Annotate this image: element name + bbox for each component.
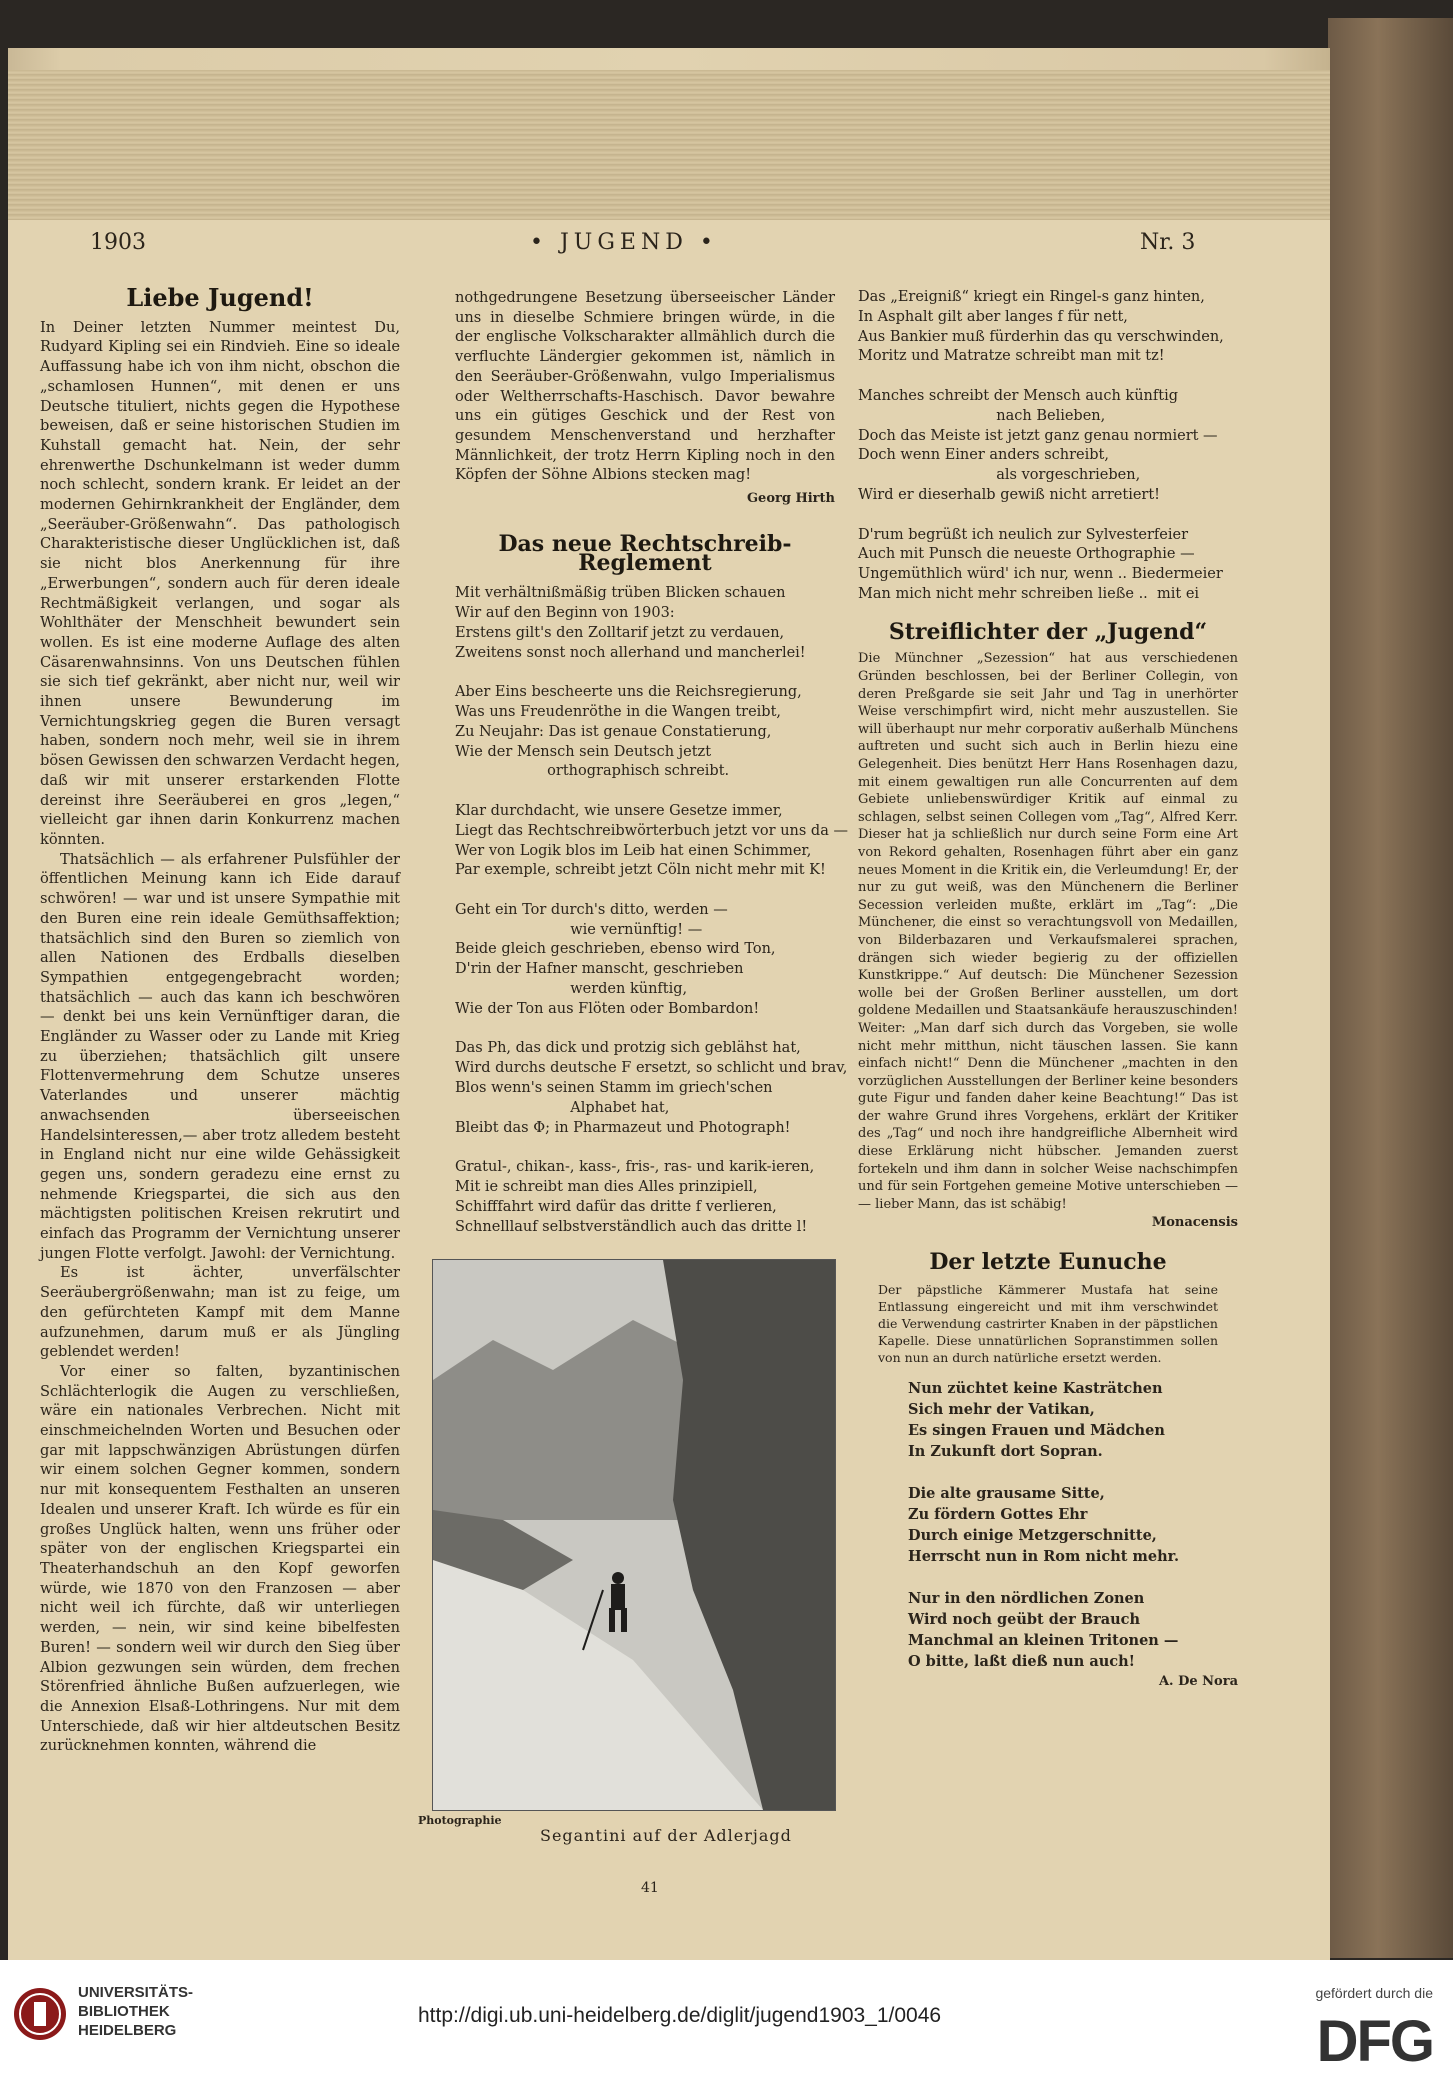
- source-url-link[interactable]: http://digi.ub.uni-heidelberg.de/diglit/jugend1903_1/0046: [418, 2004, 942, 2027]
- signature-georg-hirth: Georg Hirth: [746, 491, 835, 507]
- column-3: [858, 288, 1238, 1692]
- article-paragraph: Thatsächlich — als erfahrener Pulsfühler der öffentlichen Meinung kann ich Eide darauf schwören! — war und ist unsere Sympathie mit den Buren eine rein ideale Gemüthsaffektion; thatsächlich sind den Buren so ziemlich von allen Nationen des Erdballs dieselben Sympathien entgegengebracht worden; thatsächlich — auch das kann ich beschwören — denkt bei uns kein Vernünftiger daran, die Engländer zu Wasser oder zu Lande mit Krieg zu überziehen; thatsächlich gilt unsere Flottenvermehrung dem Schutze unseres Vaterlandes und unserer mächtig anwachsenden überseeischen Handelsinteressen,— aber trotz alledem besteht in England nicht nur eine wilde Gehässigkeit gegen uns, sondern geradezu eine ernst zu nehmende Kriegspartei, die sich aus den mächtigsten politischen Kreisen rekrutirt und einfach das Programm der Vernichtung unserer jungen Flotte verfolgt. Jawohl: der Vernichtung.: [40, 850, 400, 1262]
- article-title-eunuche: Der letzte Eunuche: [929, 1249, 1167, 1276]
- institution-line: HEIDELBERG: [78, 2022, 177, 2039]
- photo-credit: Photographie: [418, 1814, 502, 1827]
- poem-rechtschreib-continued: Das „Ereigniß“ kriegt ein Ringel-s ganz hinten, In Asphalt gilt aber langes f für nett, Aus Bankier muß fürderhin das qu verschwinden, Moritz und Matratze schreibt man mit tz! Manches schreibt der Mensch auch künftig nach Belieben, Doch das Meiste ist jetzt ganz genau normiert — Doch wenn Einer anders schreibt, als vorgeschrieben, Wird er dieserhalb gewiß nicht arretiert! D'rum begrüßt ich neulich zur Sylvesterfeier Auch mit Punsch die neueste Orthographie — Ungemüthlich würd' ich nur, wenn .. Biedermeier Man mich nicht mehr schreiben ließe .. mit ei: [858, 289, 1224, 602]
- article-title-rechtschreib: Das neue Rechtschreib-Reglement: [498, 530, 792, 577]
- header-number: Nr. 3: [1140, 230, 1196, 255]
- header-title: • JUGEND •: [530, 230, 718, 255]
- poem-rechtschreib: Mit verhältnißmäßig trüben Blicken schauen Wir auf den Beginn von 1903: Erstens gilt's den Zolltarif jetzt zu verdauen, Zweitens sonst noch allerhand und mancherlei! Aber Eins bescheerte uns die Reichsregierung, Was uns Freudenröthe in die Wangen treibt, Zu Neujahr: Das ist genaue Constatierung, Wie der Mensch sein Deutsch jetzt orthographisch schreibt. Klar durchdacht, wie unsere Gesetze immer, Liegt das Rechtschreibwörterbuch jetzt vor uns da Wer von Logik blos im Leib hat einen Schimmer, Par exemple, schreibt jetzt Cöln nicht mehr mit K! Geht ein Tor durch's ditto, werden — wie vernünftig! — Beide gleich geschrieben, ebenso wird Ton, D'rin der Hafner manscht, geschrieben werden künftig, Wie der Ton aus Flöten oder Bombardon! Das Ph, das dick und protzig sich geblähst hat, Wird durchs deutsche F ersetzt, so schlicht und brav, Blos wenn's seinen Stamm im griech'schen Alphabet hat, Bleibt das Φ; in Pharmazeut und Photograph! Gratul-, chikan-, kass-, fris-, ras- und karik-ieren, Mit ie schreibt man dies Alles prinzipiell, Schifffahrt wird dafür das dritte f verlieren, Schnelllauf selbstverständlich auch das dritte l!: [455, 585, 848, 1235]
- book-edge: [1328, 18, 1453, 1958]
- signature-de-nora: A. De Nora: [1158, 1673, 1238, 1689]
- column-1: [40, 283, 400, 1756]
- article-intro: Der päpstliche Kämmerer Mustafa hat seine Entlassung eingereicht und mit ihm verschwindet die Verwendung castrirter Knaben in der päpstlichen Kapelle. Diese unnatürlichen Sopranstimmen sollen von nun an durch natürliche ersetzt werden.: [878, 1281, 1218, 1365]
- university-seal-icon: [12, 1986, 68, 2042]
- photo-caption: Segantini auf der Adlerjagd: [540, 1826, 792, 1845]
- funded-by-label: gefördert durch die: [1315, 1985, 1433, 2001]
- poem-eunuche: Nun züchtet keine Kasträtchen Sich mehr der Vatikan, Es singen Frauen und Mädchen In Zukunft dort Sopran. Die alte grausame Sitte, Zu fördern Gottes Ehr Durch einige Metzgerschnitte, Herrscht nun in Rom nicht mehr. Nur in den nördlichen Zonen Wird noch geübt der Brauch Manchmal an kleinen Tritonen — O bitte, laßt dieß nun auch!: [908, 1379, 1180, 1670]
- article-paragraph: nothgedrungene Besetzung überseeischer Länder uns in dieselbe Schmiere bringen würde, in die der englische Volkscharakter allmählich durch die verfluchte Ländergier gekommen ist, nämlich in den Seeräuber-Größenwahn, vulgo Imperialismus oder Weltherrschafts-Haschisch. Davor bewahre uns ein gütiges Geschick und der Rest von gesundem Menschenverstand und herzhafter Männlichkeit, der trotz Herrn Kipling noch in den Köpfen der Söhne Albions stecken mag!: [455, 289, 835, 484]
- column-2: [455, 288, 848, 1237]
- institution-name: [78, 1983, 193, 2040]
- signature-monacensis: Monacensis: [1151, 1215, 1238, 1231]
- article-paragraph: Vor einer so falten, byzantinischen Schlächterlogik die Augen zu verschließen, wäre ein nationales Verbrechen. Nicht mit einschmeichelnden Worten und Besuchen oder gar mit lappschwänzigen Abrüstungen dürfen wir einem solchen Gegner kommen, sondern nur mit konsequentem Festhalten an unseren Idealen und unserer Kraft. Ich würde es für ein großes Unglück halten, wenn uns früher oder später von der englischen Kriegspartei ein Theaterhandschuh an den Kopf geworfen würde, wie 1870 von den Franzosen — aber nicht weil ich fürchte, daß wir unterliegen werden, — nein, wir sind keine bibelfesten Buren! — sondern weil wir durch den Sieg über Albion gezwungen sein würden, dem frechen Störenfried ähnliche Bußen aufzuerlegen, wie die Annexion Elsaß-Lothringens. Nur mit dem Unterschiede, daß wir hier altdeutschen Besitz zurücknehmen konnten, während die: [40, 1362, 400, 1755]
- article-title-streiflichter: Streiflichter der „Jugend“: [888, 618, 1208, 645]
- dfg-logo: DFG: [1316, 2009, 1433, 2074]
- page-edges: [8, 70, 1330, 220]
- article-paragraph: In Deiner letzten Nummer meintest Du, Rudyard Kipling sei ein Rindvieh. Eine so ideale Auffassung habe ich von ihm nicht, obschon die „schamlosen Hunnen“, mit denen er uns Deutsche tituliert, nichts gegen die Hypothese beweisen, daß er seine historischen Studien im Kuhstall gemacht hat. Nein, der sehr ehrenwerthe Dschunkelmann ist weder dumm noch schlecht, sondern krank. Er leidet an der modernen Gehirnkrankheit der Engländer, dem „Seeräuber-Größenwahn“. Das pathologisch Charakteristische dieser Unglücklichen ist, daß sie nicht blos Anerkennung für ihre „Erwerbungen“, sondern auch für deren ideale Rechtmäßigkeit verlangen, und sogar als Wohlthäter der Menschheit bewundert sein wollen. Es ist eine moderne Auflage des alten Cäsarenwahnsinns. Von uns Deutschen fühlen sie sich tief gekränkt, aber nicht nur, weil wir ihnen unsere Bewunderung im Vernichtungskrieg gegen die Buren versagt haben, sondern noch mehr, weil sie in ihrem bösen Gewissen den schwarzen Verdacht hegen, daß wir mit unserer erstarkenden Flotte dereinst ihre Seeräuberei en gros „legen,“ vielleicht gar ihnen darin Konkurrenz machen könnten.: [40, 318, 400, 848]
- mountain-illustration: [433, 1260, 835, 1810]
- institution-line: UNIVERSITÄTS-: [78, 1984, 194, 2001]
- photograph: [432, 1259, 836, 1811]
- page-number: 41: [641, 1880, 659, 1896]
- institution-line: BIBLIOTHEK: [78, 2003, 170, 2020]
- article-title-liebe-jugend: Liebe Jugend!: [126, 283, 314, 312]
- header-year: 1903: [90, 230, 146, 255]
- article-paragraph: Es ist ächter, unverfälschter Seeräubergrößenwahn; man ist zu feige, um den gefürchteten Kampf mit dem Manne aufzunehmen, darum muß er als Jüngling geblendet werden!: [40, 1264, 400, 1361]
- article-paragraph: Die Münchner „Sezession“ hat aus verschiedenen Gründen beschlossen, bei der Berliner Collegin, von deren Preßgarde sie seit Jahr und Tag in unerhörter Weise verschimpfirt wird, nicht mehr auszustellen. Sie will überhaupt nur mehr corporativ außerhalb Münchens auftreten und sucht sich auch in Berlin hiezu eine Gelegenheit. Dies benützt Herr Hans Rosenhagen dazu, mit einem gewaltigen run alle Concurrenten auf dem Gebiete unliebenswürdiger Kritik auf einmal zu schlagen, selbst seinen Collegen vom „Tag“, Alfred Kerr. Dieser hat ja schließlich nur durch seine Form eine Art von Rekord gehalten, Rosenhagen führt aber ein ganz neues Moment in die Kritik ein, die Verleumdung! Er, der nur zu gut weiß, was den Münchenern die Berliner Secession verleiden mußte, erklärt im „Tag“: „Die Münchener, die einst so verachtungsvoll von Medaillen, von Bilderbazaren und Verkaufsmalerei sprachen, drängen sich wieder begierig zu der offiziellen Kunstkrippe.“ Auf deutsch: Die Münchener Sezession wolle bei der Großen Berliner ausstellen, um dort goldene Medaillen und Staatsankäufe herauszuschinden! Weiter: „Man darf sich durch das Vorgeben, sie wolle nicht mehr mitthun, nicht täuschen lassen. Sie kann einfach nicht!“ Denn die Münchener „machten in den vorzüglichen Ausstellungen der Berliner keine besonders gute Figur und fanden daher keine Beachtung!“ Das ist der wahre Grund ihres Vorgehens, erklärt der Kritiker des „Tag“ und noch ihre handgreifliche Albernheit wird diese Erklärung nicht hübscher. Jemanden zuerst fortekeln und ihm dann in solcher Weise nachschimpfen und für sein Fortgehen gemeine Motive unterschieben — — lieber Mann, das ist schäbig!: [858, 651, 1238, 1212]
